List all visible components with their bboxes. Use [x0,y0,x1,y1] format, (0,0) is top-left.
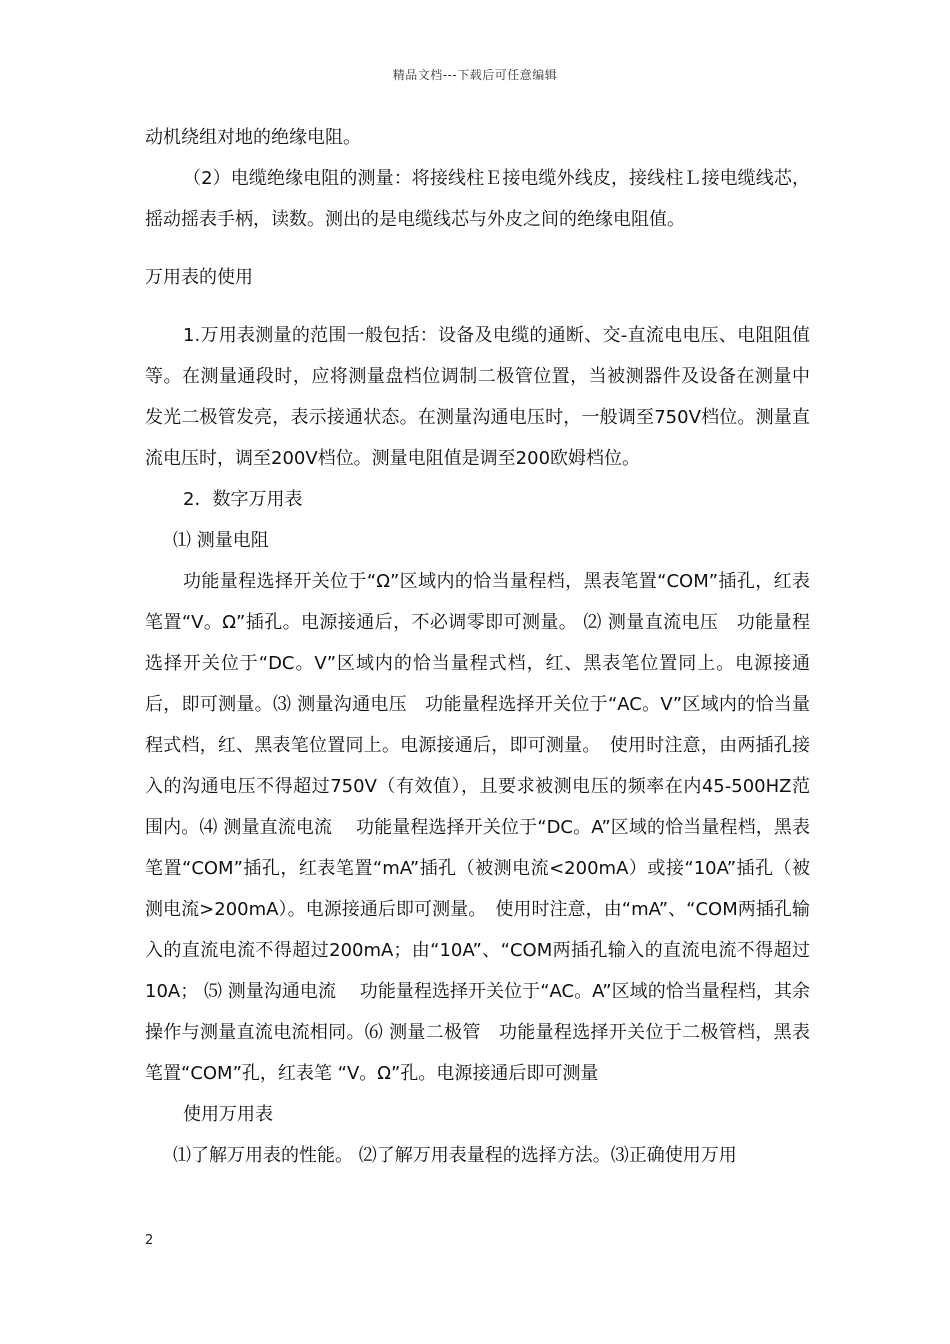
page-number: 2 [145,1233,154,1248]
paragraph-multimeter-range: 1.万用表测量的范围一般包括：设备及电缆的通断、交-直流电电压、电阻阻值等。在测量通段时，应将测量盘档位调制二极管位置，当被测器件及设备在测量中发光二极管发亮，表示接通状态。在测量沟通电压时，一般调至750V档位。测量直流电压时，调至200V档位。测量电阻值是调至200欧姆档位。 [145,325,810,469]
heading-measure-resistance: ⑴ 测量电阻 [173,530,269,551]
paragraph-cable-insulation: （2）电缆绝缘电阻的测量：将接线柱Ｅ接电缆外线皮，接线柱Ｌ接电缆线芯，摇动摇表手柄，读数。测出的是电缆线芯与外皮之间的绝缘电阻值。 [145,168,810,230]
paragraph-learning-goals: ⑴了解万用表的性能。 ⑵了解万用表量程的选择方法。⑶正确使用万用 [173,1145,737,1166]
paragraph-measurement-procedures: 功能量程选择开关位于“Ω”区域内的恰当量程档，黑表笔置“COM”插孔，红表笔置“V。Ω”插孔。电源接通后，不必调零即可测量。 ⑵ 测量直流电压 功能量程选择开关位于“DC。V”区域内的恰当量程式档，红、黑表笔位置同上。电源接通后，即可测量。⑶ 测量沟通电压 功能量程选择开关位于“AC。V”区域内的恰当量程式档，红、黑表笔位置同上。电源接通后，即可测量。 使用时注意，由两插孔接入的沟通电压不得超过750V（有效值），且要求被测电压的频率在内45-500HZ范围内。⑷ 测量直流电流 功能量程选择开关位于“DC。A”区域的恰当量程档，黑表笔置“COM”插孔，红表笔置“mA”插孔（被测电流<200mA）或接“10A”插孔（被测电流>200mA）。电源接通后即可测量。 使用时注意，由“mA”、“COM两插孔输入的直流电流不得超过200mA；由“10A”、“COM两插孔输入的直流电流不得超过10A； ⑸ 测量沟通电流 功能量程选择开关位于“AC。A”区域的恰当量程档，其余操作与测量直流电流相同。⑹ 测量二极管 功能量程选择开关位于二极管档，黑表笔置“COM”孔，红表笔 “V。Ω”孔。电源接通后即可测量 [145,571,810,1084]
document-body [145,117,810,1176]
page-header: 精品文档---下载后可任意编辑 [392,68,558,82]
heading-digital-multimeter: 2．数字万用表 [183,489,303,510]
paragraph-continuation: 动机绕组对地的绝缘电阻。 [145,127,361,148]
heading-use-multimeter: 使用万用表 [183,1104,273,1125]
section-heading-multimeter-use: 万用表的使用 [145,267,253,288]
